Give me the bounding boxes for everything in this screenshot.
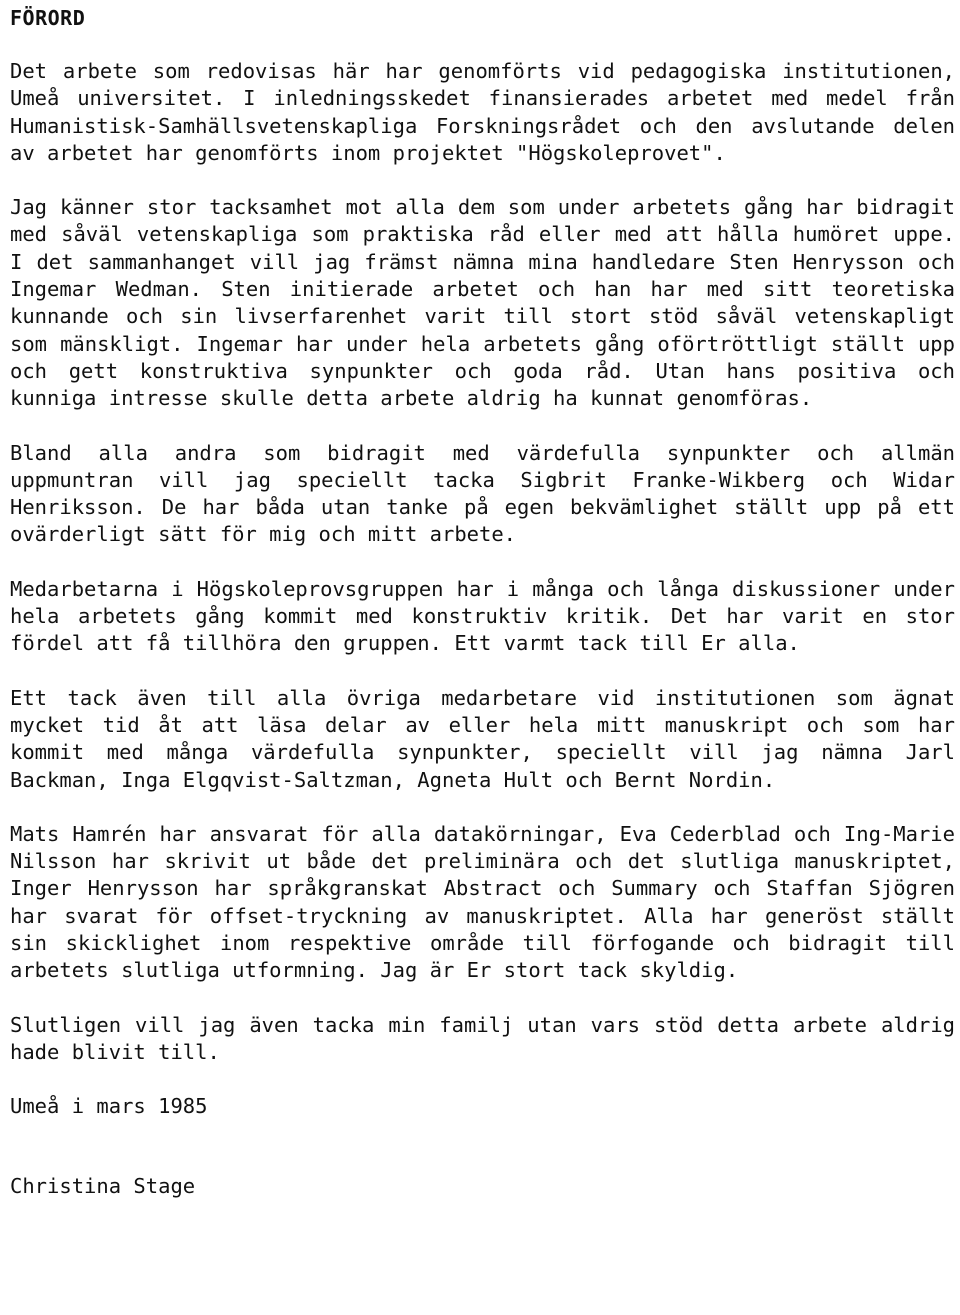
paragraph-family: Slutligen vill jag även tacka min familj utan vars stöd detta arbete aldrig hade blivit till. xyxy=(10,1012,955,1064)
paragraph-supervisors: Jag känner stor tacksamhet mot alla dem som under arbetets gång har bidragit med såväl vetenskapliga som praktiska råd eller med att hålla humöret uppe. I det sammanhanget vill jag främst nämna mina handledare Sten Henrysson och Ingemar Wedman. Sten initierade arbetet och han har med sitt teoretiska kunnande och sin livserfarenhet varit till stort stöd såväl vetenskapligt som mänskligt. Ingemar har under hela arbetets gång oförtröttligt ställt upp och gett konstruktiva synpunkter och goda råd. Utan hans positiva och kunniga intresse skulle detta arbete aldrig ha kunnat genomföras. xyxy=(10,195,955,411)
paragraph-staff: Mats Hamrén har ansvarat för alla datakörningar, Eva Cederblad och Ing-Marie Nilsson har skrivit ut både det preliminära och det slutliga manuskriptet, Inger Henrysson har språkgranskat Abstract och Summary och Staffan Sjögren har svarat för offset-tryckning av manuskriptet. Alla har generöst ställt sin skicklighet inom respektive område till förfogande och bidragit till arbetets slutliga utformning. Jag är Er stort tack skyldig. xyxy=(10,821,955,983)
signature: Christina Stage xyxy=(10,1173,196,1198)
paragraph-intro: Det arbete som redovisas här har genomförts vid pedagogiska institutionen, Umeå universitet. I inledningsskedet finansierades arbetet med medel från Humanistisk-Samhällsvetenskapliga Forskningsrådet och den avslutande delen av arbetet har genomförts inom projektet "Högskoleprovet". xyxy=(10,59,955,165)
page-title: FÖRORD xyxy=(10,6,86,30)
paragraph-colleagues: Ett tack även till alla övriga medarbetare vid institutionen som ägnat mycket tid åt att läsa delar av eller hela mitt manuskript och som har kommit med många värdefulla synpunkter, speciellt vill jag nämna Jarl Backman, Inga Elgqvist-Saltzman, Agneta Hult och Bernt Nordin. xyxy=(10,685,955,792)
paragraph-group: Medarbetarna i Högskoleprovsgruppen har i många och långa diskussioner under hela arbetets gång kommit med konstruktiv kritik. Det har varit en stor fördel att få tillhöra den gruppen. Ett varmt tack till Er alla. xyxy=(10,576,955,656)
document-page xyxy=(10,4,955,1200)
paragraph-others: Bland alla andra som bidragit med värdefulla synpunkter och allmän uppmuntran vill jag speciellt tacka Sigbrit Franke-Wikberg och Widar Henriksson. De har båda utan tanke på egen bekvämlighet ställt upp på ett ovärderligt sätt för mig och mitt arbete. xyxy=(10,440,955,547)
place-date: Umeå i mars 1985 xyxy=(10,1094,208,1119)
